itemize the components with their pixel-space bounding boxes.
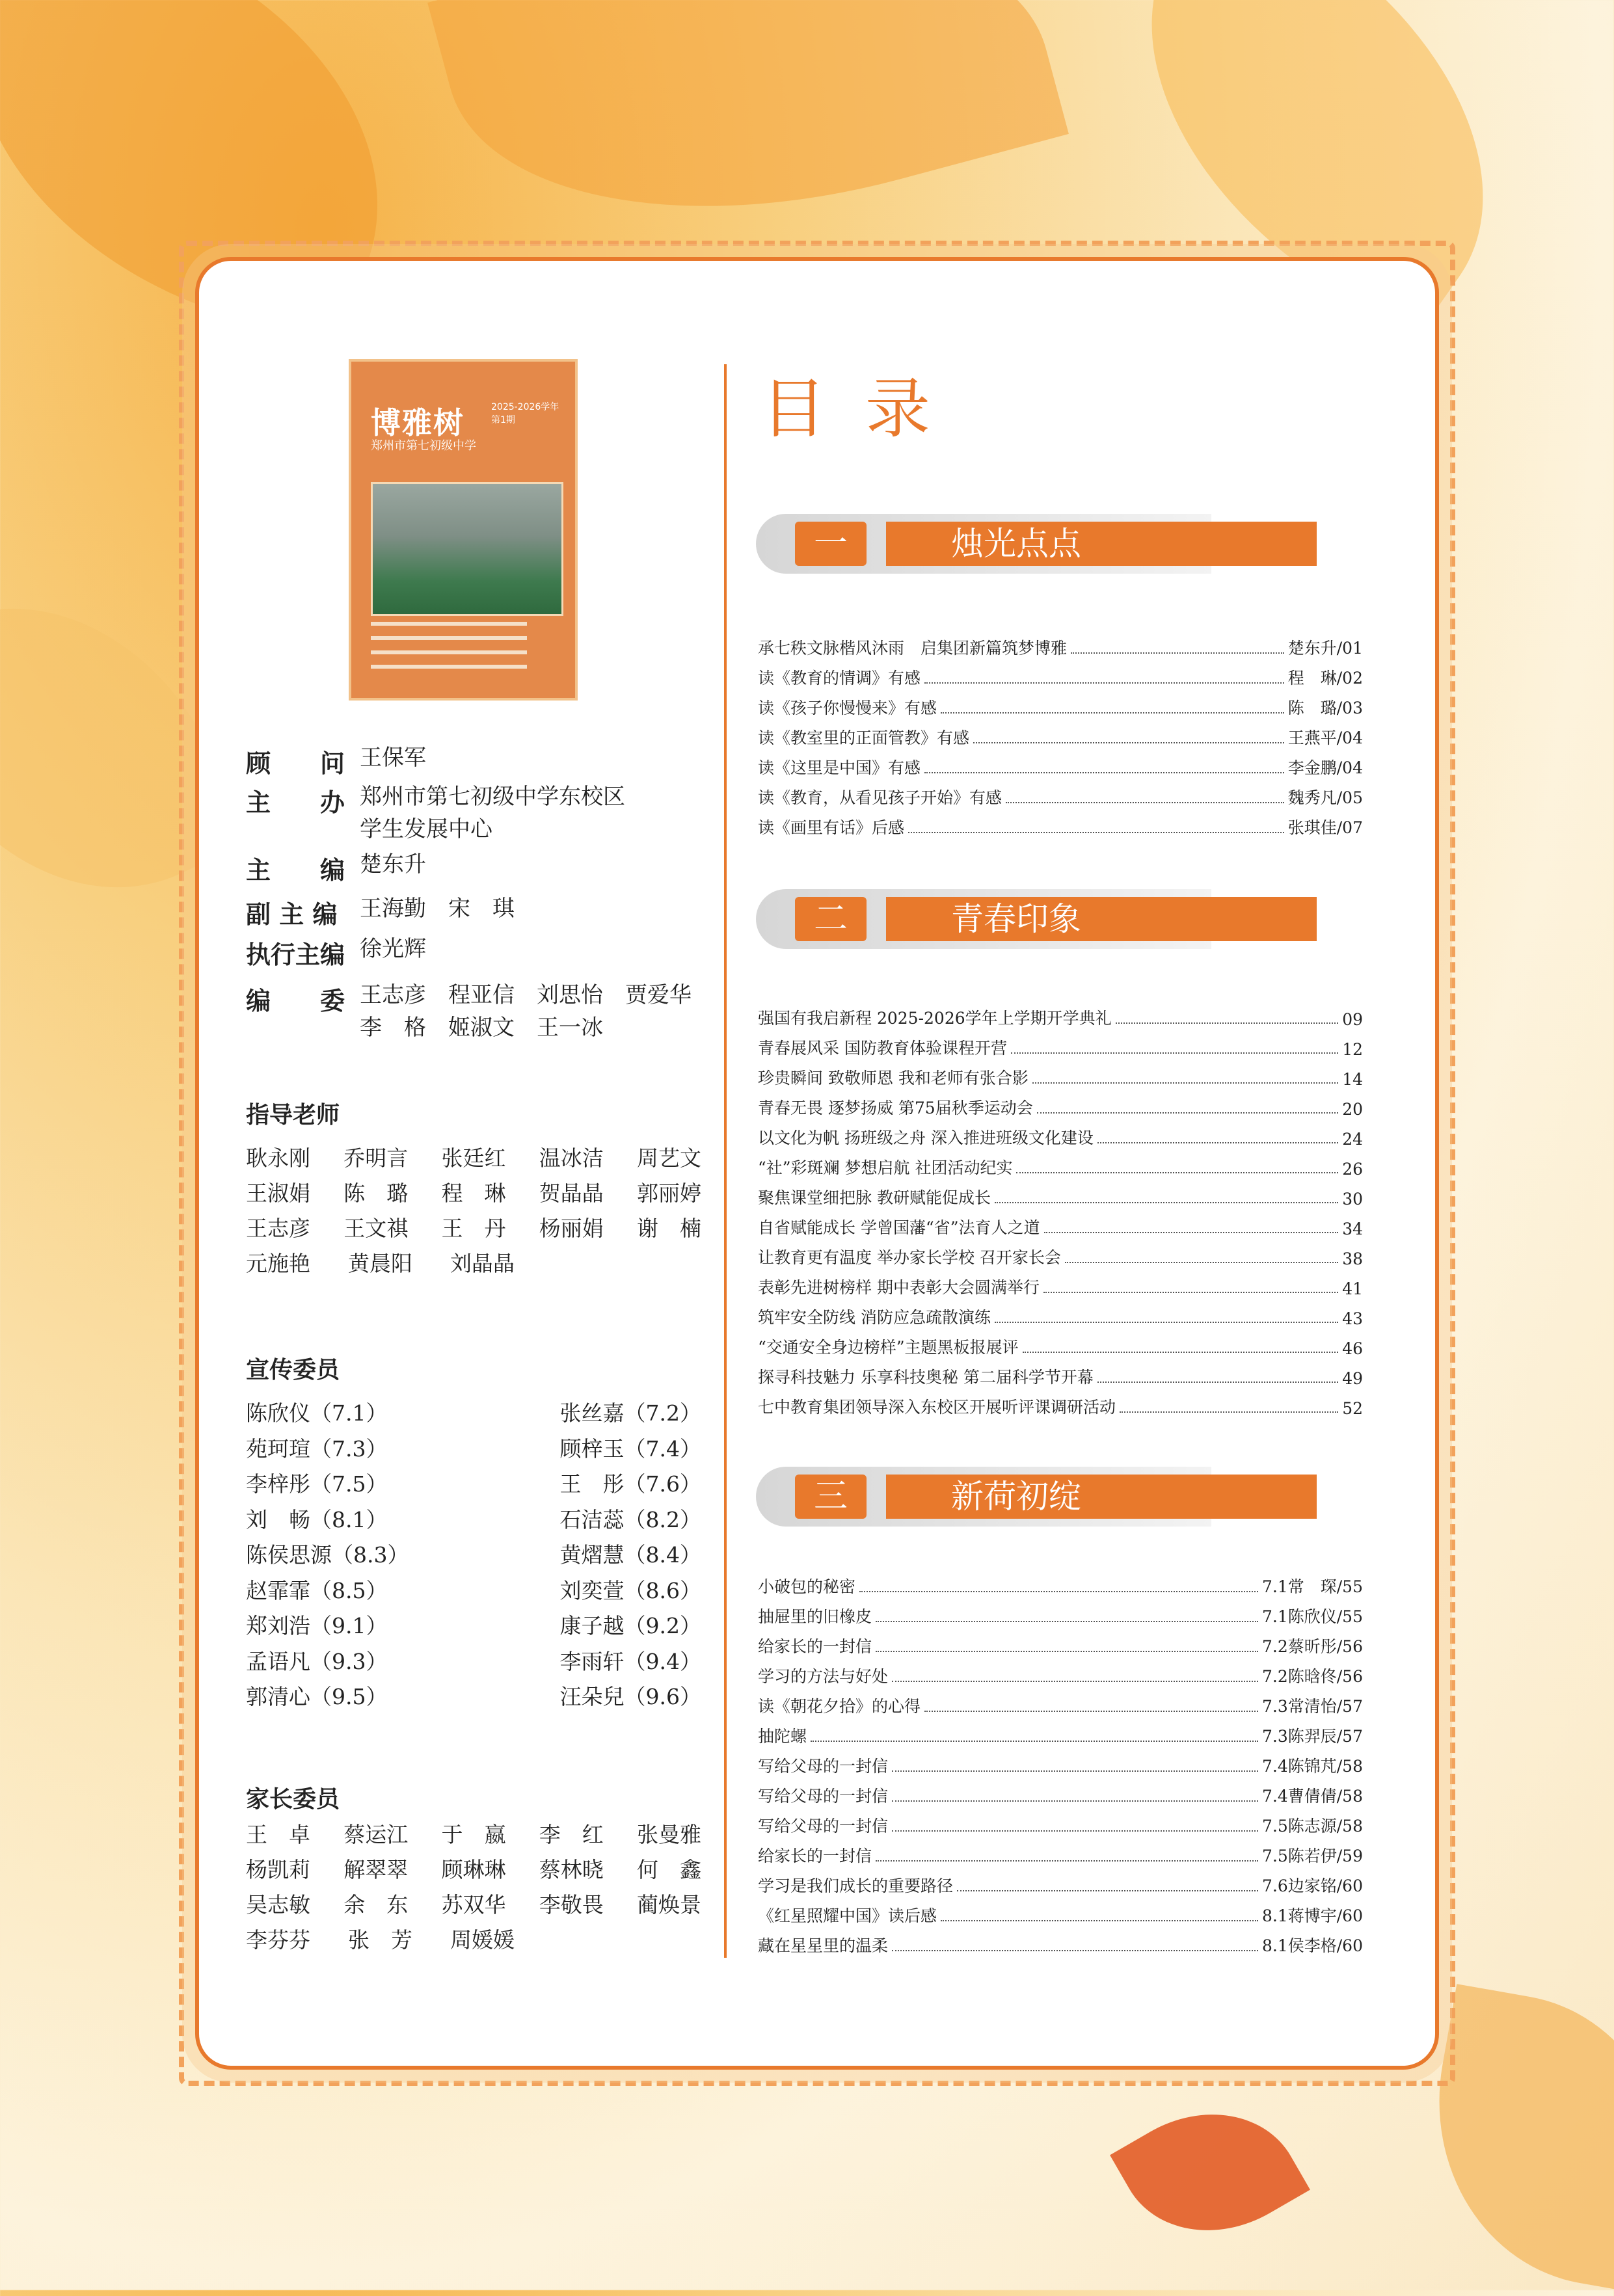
toc-entry[interactable]	[758, 1837, 1363, 1867]
toc-entry[interactable]	[758, 1089, 1363, 1119]
staff-value: 楚东升	[360, 851, 426, 877]
toc-leader-dots	[941, 712, 1284, 714]
toc-entry[interactable]	[758, 1867, 1363, 1897]
toc-entry-title: 读《朝花夕拾》的心得	[758, 1697, 921, 1716]
cover-text-lines	[371, 622, 527, 679]
staff-value: 王志彦 程亚信 刘思怡 贾爱华	[360, 982, 692, 1008]
section-banner	[756, 1467, 1211, 1527]
toc-entry[interactable]	[758, 1777, 1363, 1807]
publicity-row	[246, 1680, 701, 1716]
parents-name: 余 东	[343, 1892, 409, 1917]
parents-name: 蔡林晓	[539, 1857, 604, 1882]
toc-entry[interactable]	[758, 1568, 1363, 1597]
toc-entry-page: 7.2蔡昕彤/56	[1262, 1637, 1363, 1656]
parents-name: 杨凯莉	[246, 1857, 310, 1882]
toc-entry[interactable]	[758, 779, 1363, 808]
publicity-name: 李雨轩（9.4）	[559, 1648, 701, 1674]
toc-entry-title: 让教育更有温度 举办家长学校 召开家长会	[758, 1248, 1061, 1267]
cover-year: 2025-2026学年	[491, 402, 559, 412]
parents-name: 蔺焕景	[637, 1892, 701, 1917]
toc-entry[interactable]	[758, 1627, 1363, 1657]
toc-entry[interactable]	[758, 1927, 1363, 1956]
staff-value: 学生发展中心	[360, 816, 492, 842]
toc-entry[interactable]	[758, 1179, 1363, 1208]
toc-entry-title: 抽陀螺	[758, 1727, 807, 1746]
toc-leader-dots	[1032, 1082, 1338, 1084]
parents-name: 张曼雅	[637, 1822, 701, 1847]
teachers-name: 王 丹	[441, 1216, 506, 1241]
teachers-name: 陈 璐	[343, 1181, 409, 1206]
publicity-name: 石洁蕊（8.2）	[559, 1506, 701, 1532]
parents-name: 张 芳	[348, 1927, 412, 1953]
toc-leader-dots	[892, 1950, 1258, 1951]
toc-leader-dots	[973, 742, 1284, 743]
toc-entry-page: 30	[1342, 1190, 1363, 1208]
toc-leader-dots	[1023, 1352, 1339, 1353]
toc-entry-title: 珍贵瞬间 致敬师恩 我和老师有张合影	[758, 1069, 1029, 1088]
parents-name: 于 嬴	[441, 1822, 506, 1847]
toc-entry-title: 读《教育，从看见孩子开始》有感	[758, 788, 1002, 807]
toc-entry-page: 7.4陈锦芃/58	[1262, 1757, 1363, 1776]
publicity-name: 陈欣仪（7.1）	[246, 1400, 388, 1426]
staff-label: 执行主编	[246, 941, 345, 969]
cover-title: 博雅树	[371, 405, 464, 440]
publicity-row	[246, 1467, 701, 1503]
teachers-name: 耿永刚	[246, 1145, 310, 1171]
toc-entry-title: 承七秩文脉楷风沐雨 启集团新篇筑梦博雅	[758, 639, 1068, 658]
toc-entry-title: 读《教育的情调》有感	[758, 669, 921, 687]
toc-entry[interactable]	[758, 1328, 1363, 1358]
toc-entry-title: 聚焦课堂细把脉 教研赋能促成长	[758, 1188, 991, 1207]
toc-entry-page: 魏秀凡/05	[1287, 788, 1363, 807]
toc-entry-page: 34	[1342, 1220, 1363, 1238]
staff-label: 顾 问	[246, 749, 345, 778]
publicity-name: 张丝嘉（7.2）	[559, 1400, 701, 1426]
parents-heading: 家长委员	[246, 1786, 340, 1813]
parents-name: 吴志敏	[246, 1892, 310, 1917]
publicity-name: 苑珂瑄（7.3）	[246, 1435, 388, 1462]
toc-leader-dots	[876, 1860, 1258, 1862]
toc-leader-dots	[876, 1651, 1258, 1652]
toc-entry-title: 读《教室里的正面管教》有感	[758, 728, 970, 747]
publicity-row	[246, 1396, 701, 1432]
toc-entry-page: 7.4曹倩倩/58	[1262, 1787, 1363, 1806]
toc-entry-page: 7.1陈欣仪/55	[1262, 1607, 1363, 1626]
toc-entry-page: 7.2陈晗佟/56	[1262, 1667, 1363, 1686]
section-number: 二	[795, 897, 867, 941]
publicity-row	[246, 1432, 701, 1468]
toc-entry-title: 读《孩子你慢慢来》有感	[758, 699, 937, 717]
teachers-row	[246, 1212, 701, 1247]
toc-entry-title: 写给父母的一封信	[758, 1757, 889, 1776]
teachers-heading: 指导老师	[246, 1102, 340, 1128]
toc-leader-dots	[1065, 1262, 1338, 1263]
publicity-heading: 宣传委员	[246, 1357, 340, 1383]
toc-entry-page: 王燕平/04	[1287, 728, 1363, 747]
parents-name: 顾琳琳	[441, 1857, 506, 1882]
teachers-name: 贺晶晶	[539, 1181, 604, 1206]
toc-entry-title: 抽屉里的旧橡皮	[758, 1607, 872, 1626]
toc-entry[interactable]	[758, 1747, 1363, 1777]
toc-entry-title: 学习是我们成长的重要路径	[758, 1876, 954, 1895]
toc-leader-dots	[1120, 1411, 1338, 1413]
toc-entry[interactable]	[758, 1029, 1363, 1059]
section-number: 一	[795, 522, 867, 566]
teachers-name: 郭丽婷	[637, 1181, 701, 1206]
toc-entry-title: “社”彩斑斓 梦想启航 社团活动纪实	[758, 1158, 1013, 1177]
publicity-name: 康子越（9.2）	[559, 1613, 701, 1638]
teachers-name: 王文祺	[343, 1216, 409, 1241]
cover-issue	[491, 401, 559, 427]
toc-entry-page: 8.1蒋博宇/60	[1262, 1906, 1363, 1925]
toc-entry[interactable]	[758, 808, 1363, 838]
publicity-name: 黄熠慧（8.4）	[559, 1542, 701, 1568]
toc-leader-dots	[924, 1711, 1258, 1712]
toc-leader-dots	[1006, 802, 1284, 803]
toc-leader-dots	[1037, 1112, 1338, 1114]
toc-entry-page: 09	[1342, 1010, 1363, 1029]
section-banner	[756, 889, 1211, 949]
toc-entry-page: 14	[1342, 1070, 1363, 1089]
toc-entry-page: 7.1常 琛/55	[1262, 1577, 1363, 1596]
staff-value: 王海勤 宋 琪	[360, 896, 515, 922]
toc-entry-page: 41	[1342, 1279, 1363, 1298]
toc-entry-page: 7.5陈志源/58	[1262, 1817, 1363, 1835]
toc-entry-page: 43	[1342, 1309, 1363, 1328]
toc-entry[interactable]	[758, 1208, 1363, 1238]
staff-label: 副 主 编	[246, 900, 338, 929]
toc-entry[interactable]	[758, 999, 1363, 1029]
toc-entry-page: 张琪佳/07	[1287, 818, 1363, 837]
toc-leader-dots	[811, 1741, 1258, 1742]
teachers-list	[246, 1141, 701, 1282]
toc-entry-page: 8.1侯李格/60	[1262, 1936, 1363, 1955]
toc-entry-page: 楚东升/01	[1287, 639, 1363, 658]
cover-photo	[371, 482, 563, 616]
toc-entry-title: 藏在星星里的温柔	[758, 1936, 889, 1955]
cover-period: 第1期	[491, 415, 515, 425]
toc-leader-dots	[924, 682, 1284, 684]
toc-entry[interactable]	[758, 1657, 1363, 1687]
toc-entry-title: 以文化为帆 扬班级之舟 深入推进班级文化建设	[758, 1128, 1094, 1147]
magazine-cover-thumbnail	[349, 359, 578, 701]
parents-row	[246, 1923, 701, 1958]
toc-entry-page: 7.5陈若伊/59	[1262, 1847, 1363, 1865]
section-number: 三	[795, 1475, 867, 1519]
staff-value: 徐光辉	[360, 936, 426, 962]
toc-entry[interactable]	[758, 1149, 1363, 1179]
toc-entry-page: 李金鹏/04	[1287, 758, 1363, 777]
toc-leader-dots	[957, 1890, 1258, 1891]
publicity-name: 郑刘浩（9.1）	[246, 1613, 388, 1638]
toc-entry-title: 读《画里有话》后感	[758, 818, 905, 837]
parents-name: 王 卓	[246, 1822, 310, 1847]
toc-entry[interactable]	[758, 1358, 1363, 1388]
toc-entry-title: 读《这里是中国》有感	[758, 758, 921, 777]
publicity-name: 刘 畅（8.1）	[246, 1506, 388, 1532]
toc-entry-title: 筑牢安全防线 消防应急疏散演练	[758, 1308, 991, 1327]
staff-value: 郑州市第七初级中学东校区	[360, 784, 625, 810]
toc-entry-title: 给家长的一封信	[758, 1637, 872, 1656]
parents-name: 李 红	[539, 1822, 604, 1847]
toc-entry-title: 强国有我启新程 2025-2026学年上学期开学典礼	[758, 1009, 1112, 1028]
toc-entry[interactable]	[758, 1897, 1363, 1927]
toc-section-list	[758, 1568, 1363, 1956]
teachers-name: 乔明言	[343, 1145, 409, 1171]
toc-entry-page: 49	[1342, 1369, 1363, 1388]
parents-list	[246, 1818, 701, 1958]
parents-name: 蔡运江	[343, 1822, 409, 1847]
toc-entry[interactable]	[758, 1597, 1363, 1627]
toc-section-list	[758, 999, 1363, 1418]
section-title: 新荷初绽	[886, 1475, 1317, 1519]
publicity-row	[246, 1645, 701, 1681]
toc-leader-dots	[1011, 1052, 1338, 1054]
toc-leader-dots	[1016, 1172, 1338, 1173]
toc-entry[interactable]	[758, 1807, 1363, 1837]
teachers-name: 周艺文	[637, 1145, 701, 1171]
toc-entry-title: 写给父母的一封信	[758, 1787, 889, 1806]
toc-leader-dots	[892, 1800, 1258, 1802]
publicity-name: 郭清心（9.5）	[246, 1684, 388, 1709]
toc-entry-page: 26	[1342, 1160, 1363, 1179]
toc-leader-dots	[859, 1591, 1258, 1592]
parents-name: 李芬芬	[246, 1927, 310, 1953]
toc-entry-page: 24	[1342, 1130, 1363, 1149]
column-divider	[724, 364, 727, 1958]
publicity-name: 汪朵兒（9.6）	[559, 1684, 701, 1709]
cover-subtitle: 郑州市第七初级中学	[371, 439, 476, 453]
teachers-name: 黄晨阳	[348, 1251, 412, 1276]
teachers-name: 王淑娟	[246, 1181, 310, 1206]
publicity-name: 刘奕萱（8.6）	[559, 1577, 701, 1603]
parents-name: 何 鑫	[637, 1857, 701, 1882]
publicity-name: 顾梓玉（7.4）	[559, 1435, 701, 1462]
toc-entry[interactable]	[758, 1268, 1363, 1298]
teachers-name: 杨丽娟	[539, 1216, 604, 1241]
toc-entry-title: 青春展风采 国防教育体验课程开营	[758, 1039, 1007, 1058]
staff-label: 主 编	[246, 856, 345, 885]
toc-entry-title: 小破包的秘密	[758, 1577, 856, 1596]
parents-row	[246, 1818, 701, 1853]
toc-leader-dots	[941, 1920, 1258, 1921]
publicity-row	[246, 1609, 701, 1645]
toc-entry[interactable]	[758, 1717, 1363, 1747]
toc-entry[interactable]	[758, 1238, 1363, 1268]
toc-entry-title: 写给父母的一封信	[758, 1817, 889, 1835]
toc-leader-dots	[892, 1681, 1258, 1682]
staff-value: 王保军	[360, 745, 426, 771]
toc-leader-dots	[908, 832, 1284, 833]
toc-entry-page: 7.6边家铭/60	[1262, 1876, 1363, 1895]
teachers-row	[246, 1177, 701, 1212]
toc-leader-dots	[1043, 1292, 1338, 1293]
teachers-name: 张廷红	[441, 1145, 506, 1171]
toc-entry-page: 7.3常清怡/57	[1262, 1697, 1363, 1716]
teachers-row	[246, 1141, 701, 1177]
toc-entry-page: 12	[1342, 1040, 1363, 1059]
toc-leader-dots	[876, 1621, 1258, 1622]
toc-leader-dots	[1116, 1022, 1339, 1024]
publicity-row	[246, 1538, 701, 1574]
toc-leader-dots	[1097, 1142, 1338, 1143]
teachers-name: 谢 楠	[637, 1216, 701, 1241]
staff-label: 编 委	[246, 987, 345, 1015]
toc-leader-dots	[892, 1770, 1258, 1772]
toc-entry[interactable]	[758, 719, 1363, 749]
publicity-list	[246, 1396, 701, 1716]
toc-entry-title: 给家长的一封信	[758, 1847, 872, 1865]
publicity-name: 李梓彤（7.5）	[246, 1471, 388, 1497]
toc-entry-page: 陈 璐/03	[1287, 699, 1363, 717]
toc-entry-title: 表彰先进树榜样 期中表彰大会圆满举行	[758, 1278, 1040, 1297]
parents-name: 李敬畏	[539, 1892, 604, 1917]
toc-entry[interactable]	[758, 1119, 1363, 1149]
toc-entry-title: 自省赋能成长 学曾国藩“省”法育人之道	[758, 1218, 1040, 1237]
toc-entry[interactable]	[758, 659, 1363, 689]
publicity-row	[246, 1503, 701, 1539]
toc-entry-title: 《红星照耀中国》读后感	[758, 1906, 937, 1925]
publicity-name: 赵霏霏（8.5）	[246, 1577, 388, 1603]
teachers-name: 温冰洁	[539, 1145, 604, 1171]
parents-name: 解翠翠	[343, 1857, 409, 1882]
toc-leader-dots	[1071, 652, 1284, 654]
section-banner	[756, 514, 1211, 574]
toc-section-list	[758, 629, 1363, 838]
toc-leader-dots	[892, 1830, 1258, 1832]
toc-entry[interactable]	[758, 1687, 1363, 1717]
teachers-name: 元施艳	[246, 1251, 310, 1276]
toc-entry[interactable]	[758, 1059, 1363, 1089]
staff-value: 李 格 姬淑文 王一冰	[360, 1015, 603, 1041]
toc-entry-page: 38	[1342, 1249, 1363, 1268]
toc-entry[interactable]	[758, 749, 1363, 779]
toc-entry[interactable]	[758, 689, 1363, 719]
toc-leader-dots	[924, 772, 1284, 773]
teachers-name: 刘晶晶	[450, 1251, 515, 1276]
toc-title: 目录	[761, 371, 969, 447]
toc-entry[interactable]	[758, 629, 1363, 659]
parents-row	[246, 1888, 701, 1923]
toc-entry-title: “交通安全身边榜样”主题黑板报展评	[758, 1338, 1019, 1357]
parents-row	[246, 1853, 701, 1888]
toc-entry-page: 46	[1342, 1339, 1363, 1358]
toc-entry[interactable]	[758, 1298, 1363, 1328]
publicity-row	[246, 1574, 701, 1610]
parents-name: 苏双华	[441, 1892, 506, 1917]
section-title: 烛光点点	[886, 522, 1317, 566]
toc-entry-title: 探寻科技魅力 乐享科技奥秘 第二届科学节开幕	[758, 1368, 1094, 1387]
toc-entry-page: 52	[1342, 1399, 1363, 1418]
toc-leader-dots	[1044, 1232, 1339, 1233]
toc-entry[interactable]	[758, 1388, 1363, 1418]
publicity-name: 王 彤（7.6）	[559, 1471, 701, 1497]
teachers-row	[246, 1247, 701, 1282]
toc-entry-page: 7.3陈羿辰/57	[1262, 1727, 1363, 1746]
publicity-name: 陈侯思源（8.3）	[246, 1542, 409, 1568]
toc-leader-dots	[995, 1202, 1338, 1203]
maple-leaf-decoration	[1110, 2077, 1310, 2267]
section-title: 青春印象	[886, 897, 1317, 941]
toc-leader-dots	[1097, 1382, 1338, 1383]
toc-entry-title: 青春无畏 逐梦扬威 第75届秋季运动会	[758, 1099, 1033, 1117]
teachers-name: 王志彦	[246, 1216, 310, 1241]
parents-name: 周媛媛	[450, 1927, 515, 1953]
teachers-name: 程 琳	[441, 1181, 506, 1206]
staff-label: 主 办	[246, 788, 345, 817]
toc-entry-title: 七中教育集团领导深入东校区开展听评课调研活动	[758, 1398, 1116, 1417]
toc-entry-page: 程 琳/02	[1287, 669, 1363, 687]
publicity-name: 孟语凡（9.3）	[246, 1648, 388, 1674]
toc-entry-title: 学习的方法与好处	[758, 1667, 889, 1686]
toc-entry-page: 20	[1342, 1100, 1363, 1119]
toc-leader-dots	[995, 1322, 1338, 1323]
